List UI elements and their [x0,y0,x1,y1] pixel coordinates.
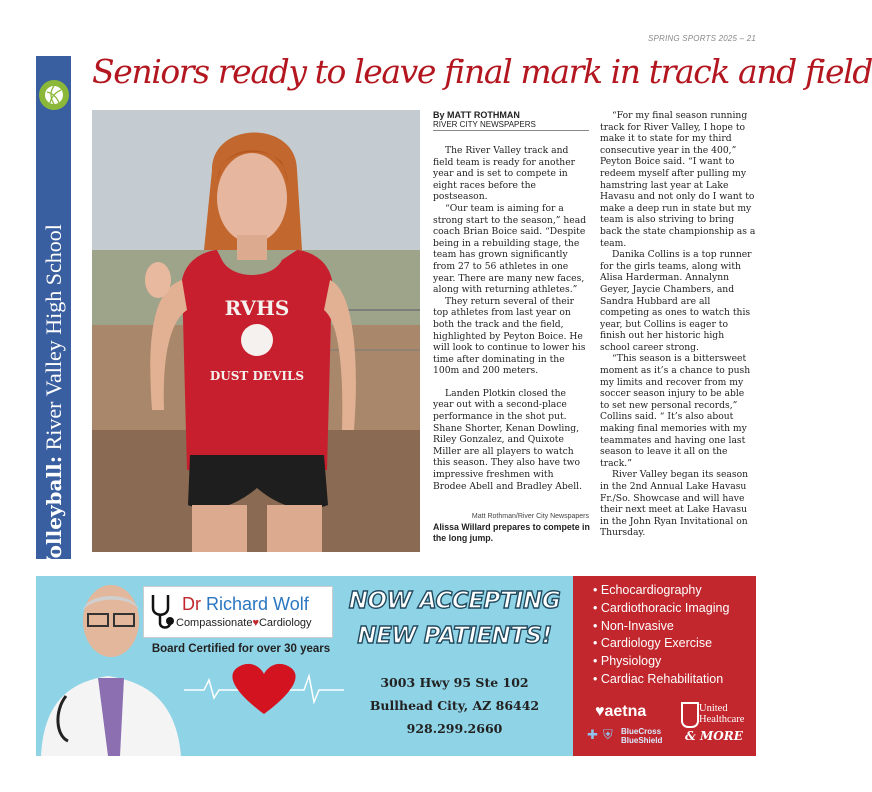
heart-icon: ♥ [252,617,259,629]
stethoscope-icon [148,593,176,631]
sidebar-label [39,132,69,572]
photo-caption: Alissa Willard prepares to compete in the long jump. [433,522,590,543]
aetna-logo [595,703,646,721]
phone-number: 928.299.2660 [406,721,503,736]
address-city: Bullhead City, AZ 86442 [369,698,540,713]
article-photo [92,110,420,552]
services-list [593,582,729,689]
logo-subtitle [176,617,312,629]
uhc-icon [681,702,699,728]
article-column-1 [433,145,589,492]
logo-dr: Dr [182,594,201,614]
byline [433,110,589,131]
cardiology-advertisement [36,576,756,756]
page-folio: SPRING SPORTS 2025 – 21 [647,34,756,43]
logo-title [182,594,309,615]
address-street: 3003 Hwy 95 Ste 102 [380,675,529,690]
headline-line-2: NEW PATIENTS! [357,623,552,649]
bcbs-shield-icon: ⛨ [603,727,613,742]
volleyball-icon [39,80,69,110]
service-item: • Physiology [593,653,729,671]
article-paragraph: “This season is a bittersweet moment as it’s a chance to push my limits and recover from my soccer season injury to be able to set new personal records,” Collins said. “ It’s also about making final memories with my teammates and having one last season to leave it all on the track.” [600,353,751,469]
uhc-line-2: Healthcare [699,714,745,725]
bcbs-line-2: BlueShield [621,736,663,745]
bcbs-logo [621,727,662,745]
article-paragraph: “For my final season running track for River Valley, I hope to make it to state for my third consecutive year in the 400,” Peyton Boice said. “I want to redeem myself after pulling my hamstring last year at Lake Havasu and not only do I want to make a deep run in state but my team is also striving to bring back the state championship as a team. [600,110,756,249]
service-item: • Cardiothoracic Imaging [593,600,729,618]
article-column-2 [600,110,756,539]
service-item: • Non-Invasive [593,618,729,636]
service-item: • Echocardiography [593,582,729,600]
byline-author: By MATT ROTHMAN [433,110,520,120]
services-panel [573,576,756,756]
practice-address [346,671,563,740]
article-paragraph: River Valley began its season in the 2nd Annual Lake Havasu Fr./So. Showcase and will have their next meet at Lake Havasu in the John Ryan Invitational on Thursday. [600,469,749,539]
now-accepting-headline [346,584,563,654]
board-certified-text: Board Certified for over 30 years [151,643,331,655]
uhc-logo [699,703,744,725]
uhc-line-1: United [699,703,728,714]
jersey-team-name: DUST DEVILS [209,369,305,383]
photo-credit: Matt Rothman/River City Newspapers [471,513,589,520]
logo-sub-b: Cardiology [258,617,312,629]
and-more-text: & MORE [685,729,743,743]
article-paragraph: Danika Collins is a top runner for the girls teams, along with Alisa Harderman. Annalynn Geyer, Jaycie Chambers, and Sandra Hubbard are all competing as ones to watch this year, but Collins is eager to finish out her historic high school career strong. [600,249,752,353]
article-paragraph: The River Valley track and field team is ready for another year and is set to compete in eight races before the postseason. [433,145,576,203]
service-item: • Cardiology Exercise [593,635,729,653]
practice-logo [143,586,333,638]
sidebar-school: River Valley High School [41,224,66,451]
aetna-text: aetna [604,703,647,720]
article-paragraph: They return several of their top athletes from last year on both the track and the field, highlighted by Peyton Boice. He will look to continue to lower his time after dominating in the 100m and 200 meters. [433,295,586,377]
article-paragraph: Landen Plotkin closed the year out with a second-place performance in the shot put. Shane Shorter, Kenan Dowling, Riley Gonzalez, and Quixote Miller are all players to watch this season. They also have two impressive freshmen with Brodee Abell and Bradley Abell. [433,387,583,492]
section-sidebar [36,56,71,572]
byline-organization: RIVER CITY NEWSPAPERS [433,120,589,131]
sidebar-sport: Volleyball: [42,455,66,572]
heart-icon: ♥ [595,703,605,720]
logo-name: Richard Wolf [206,594,309,614]
article-paragraph: “Our team is aiming for a strong start to the season,” head coach Brian Boice said. “Despite being in a rebuilding stage, the team has grown significantly from 27 to 56 athletes in one year. There are many new faces, along with returning athletes.” [433,202,587,296]
jersey-letters: RVHS [224,296,290,320]
logo-sub-a: Compassionate [176,617,253,629]
bcbs-cross-icon: ✚ [587,727,598,742]
article-headline: Seniors ready to leave final mark in track and field [92,52,872,91]
headline-line-1: NOW ACCEPTING [348,588,561,614]
heartbeat-icon [184,658,344,718]
bcbs-line-1: BlueCross [621,727,662,736]
service-item: • Cardiac Rehabilitation [593,671,729,689]
